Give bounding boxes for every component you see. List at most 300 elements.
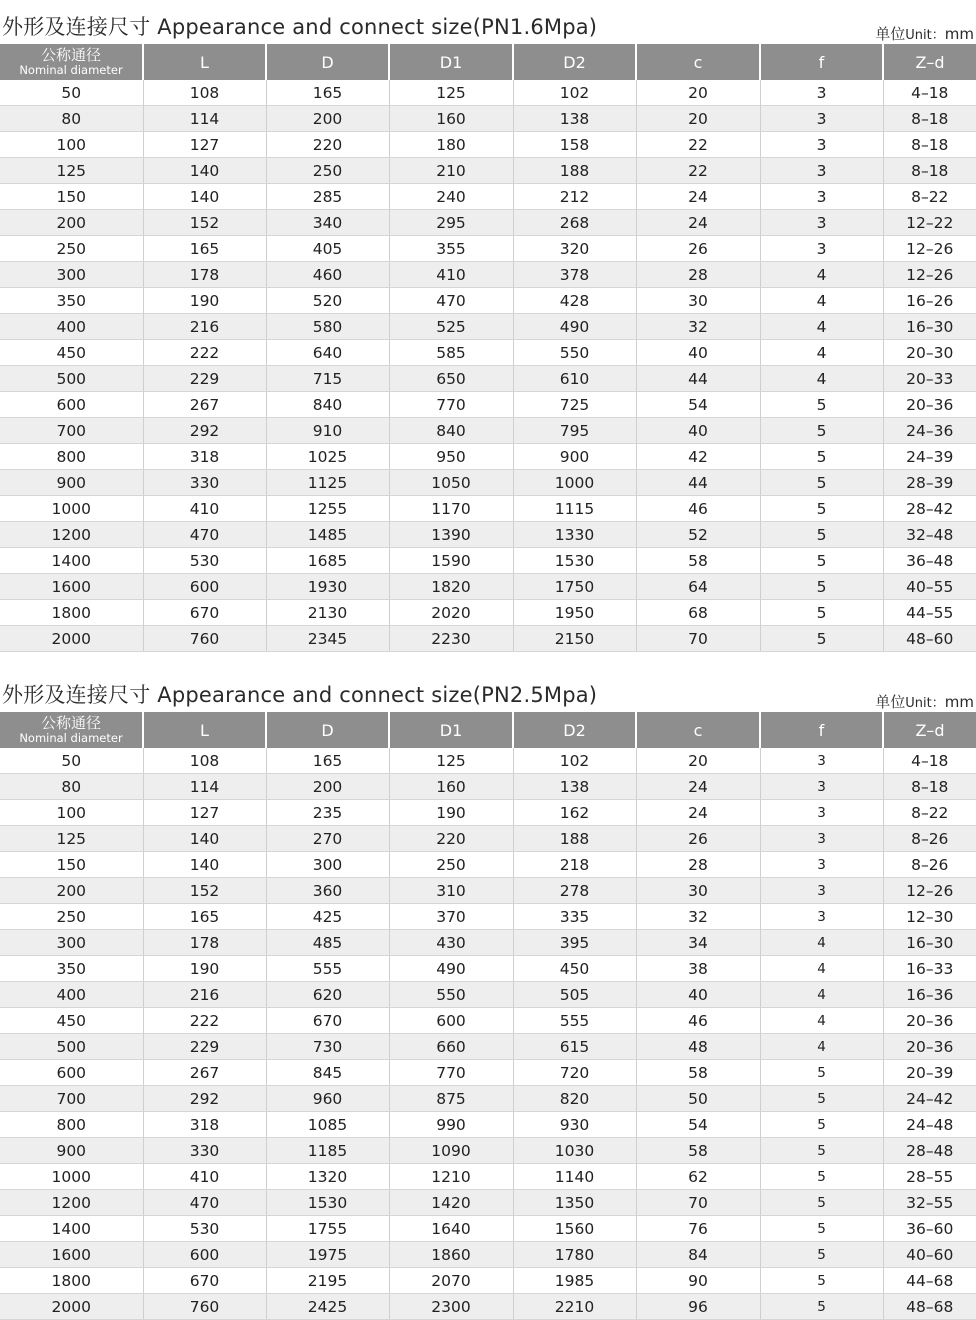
d-cell: 555 [266, 956, 389, 982]
z-d-cell: 24–36 [883, 418, 976, 444]
d1-cell: 295 [389, 210, 513, 236]
d2-cell: 1560 [513, 1216, 636, 1242]
d2-cell: 2210 [513, 1294, 636, 1320]
nominal-label-zh: 公称通径 [40, 714, 101, 732]
c-cell: 58 [636, 1138, 760, 1164]
nominal-diameter-cell: 500 [0, 1034, 143, 1060]
d2-cell: 268 [513, 210, 636, 236]
nominal-diameter-cell: 1400 [0, 548, 143, 574]
l-cell: 152 [143, 878, 266, 904]
d2-cell: 188 [513, 826, 636, 852]
c-cell: 64 [636, 574, 760, 600]
z-d-cell: 24–48 [883, 1112, 976, 1138]
d2-cell: 162 [513, 800, 636, 826]
table-row [0, 314, 976, 340]
d-cell: 1755 [266, 1216, 389, 1242]
c-cell: 32 [636, 904, 760, 930]
l-cell: 165 [143, 236, 266, 262]
d2-cell: 2150 [513, 626, 636, 652]
l-cell: 530 [143, 1216, 266, 1242]
c-cell: 68 [636, 600, 760, 626]
col-header-c: c [636, 44, 760, 80]
z-d-cell: 4–18 [883, 80, 976, 106]
d-cell: 1530 [266, 1190, 389, 1216]
d2-cell: 218 [513, 852, 636, 878]
d2-cell: 1780 [513, 1242, 636, 1268]
nominal-diameter-cell: 1800 [0, 1268, 143, 1294]
d1-cell: 430 [389, 930, 513, 956]
z-d-cell: 8–18 [883, 774, 976, 800]
d2-cell: 378 [513, 262, 636, 288]
f-cell: 5 [760, 418, 883, 444]
d-cell: 340 [266, 210, 389, 236]
d2-cell: 138 [513, 106, 636, 132]
z-d-cell: 12–26 [883, 236, 976, 262]
d1-cell: 660 [389, 1034, 513, 1060]
d1-cell: 585 [389, 340, 513, 366]
nominal-diameter-cell: 1200 [0, 1190, 143, 1216]
d1-cell: 990 [389, 1112, 513, 1138]
col-header-d1: D1 [389, 712, 513, 748]
z-d-cell: 32–48 [883, 522, 976, 548]
table-row [0, 748, 976, 774]
z-d-cell: 16–33 [883, 956, 976, 982]
nominal-diameter-cell: 450 [0, 1008, 143, 1034]
d2-cell: 1350 [513, 1190, 636, 1216]
d1-cell: 1390 [389, 522, 513, 548]
table-row [0, 548, 976, 574]
f-cell: 5 [760, 470, 883, 496]
c-cell: 26 [636, 826, 760, 852]
nominal-label-zh: 公称通径 [40, 46, 101, 64]
f-cell: 3 [760, 774, 883, 800]
c-cell: 38 [636, 956, 760, 982]
d1-cell: 650 [389, 366, 513, 392]
c-cell: 46 [636, 1008, 760, 1034]
unit-label [875, 23, 974, 44]
table-row [0, 1034, 976, 1060]
d-cell: 715 [266, 366, 389, 392]
table-row [0, 496, 976, 522]
d-cell: 1485 [266, 522, 389, 548]
nominal-diameter-cell: 1800 [0, 600, 143, 626]
table-row [0, 774, 976, 800]
z-d-cell: 12–26 [883, 878, 976, 904]
c-cell: 42 [636, 444, 760, 470]
table-body [0, 80, 976, 652]
table-row [0, 210, 976, 236]
d-cell: 1085 [266, 1112, 389, 1138]
c-cell: 40 [636, 418, 760, 444]
col-header-f: f [760, 712, 883, 748]
f-cell: 4 [760, 1034, 883, 1060]
f-cell: 3 [760, 904, 883, 930]
col-header-nominal [0, 44, 143, 80]
z-d-cell: 8–26 [883, 852, 976, 878]
table-row [0, 340, 976, 366]
d2-cell: 900 [513, 444, 636, 470]
c-cell: 54 [636, 392, 760, 418]
f-cell: 5 [760, 1112, 883, 1138]
col-header-z-d: Z–d [883, 44, 976, 80]
l-cell: 229 [143, 1034, 266, 1060]
d2-cell: 1530 [513, 548, 636, 574]
d-cell: 2195 [266, 1268, 389, 1294]
d1-cell: 470 [389, 288, 513, 314]
d1-cell: 220 [389, 826, 513, 852]
z-d-cell: 8–26 [883, 826, 976, 852]
nominal-diameter-cell: 900 [0, 1138, 143, 1164]
l-cell: 330 [143, 1138, 266, 1164]
col-header-nominal [0, 712, 143, 748]
z-d-cell: 8–18 [883, 106, 976, 132]
d2-cell: 1030 [513, 1138, 636, 1164]
l-cell: 470 [143, 1190, 266, 1216]
l-cell: 216 [143, 314, 266, 340]
l-cell: 229 [143, 366, 266, 392]
z-d-cell: 8–22 [883, 800, 976, 826]
unit-label-zh: 单位 [875, 25, 906, 43]
nominal-diameter-cell: 600 [0, 392, 143, 418]
f-cell: 3 [760, 210, 883, 236]
f-cell: 5 [760, 1138, 883, 1164]
f-cell: 5 [760, 522, 883, 548]
d2-cell: 1985 [513, 1268, 636, 1294]
d2-cell: 505 [513, 982, 636, 1008]
d-cell: 1930 [266, 574, 389, 600]
l-cell: 670 [143, 600, 266, 626]
c-cell: 76 [636, 1216, 760, 1242]
l-cell: 318 [143, 1112, 266, 1138]
z-d-cell: 20–39 [883, 1060, 976, 1086]
d-cell: 2130 [266, 600, 389, 626]
c-cell: 28 [636, 262, 760, 288]
d-cell: 1685 [266, 548, 389, 574]
nominal-diameter-cell: 1600 [0, 1242, 143, 1268]
nominal-diameter-cell: 150 [0, 184, 143, 210]
l-cell: 114 [143, 106, 266, 132]
nominal-diameter-cell: 100 [0, 800, 143, 826]
table-row [0, 132, 976, 158]
f-cell: 5 [760, 444, 883, 470]
table-row [0, 826, 976, 852]
l-cell: 140 [143, 158, 266, 184]
d-cell: 270 [266, 826, 389, 852]
d2-cell: 188 [513, 158, 636, 184]
d1-cell: 190 [389, 800, 513, 826]
d-cell: 460 [266, 262, 389, 288]
d1-cell: 240 [389, 184, 513, 210]
table-row [0, 800, 976, 826]
l-cell: 330 [143, 470, 266, 496]
table-row [0, 392, 976, 418]
l-cell: 760 [143, 626, 266, 652]
c-cell: 30 [636, 878, 760, 904]
l-cell: 760 [143, 1294, 266, 1320]
nominal-diameter-cell: 50 [0, 80, 143, 106]
z-d-cell: 12–22 [883, 210, 976, 236]
d-cell: 235 [266, 800, 389, 826]
z-d-cell: 20–36 [883, 1008, 976, 1034]
unit-value: mm [944, 693, 974, 711]
d1-cell: 1090 [389, 1138, 513, 1164]
c-cell: 20 [636, 106, 760, 132]
z-d-cell: 44–55 [883, 600, 976, 626]
l-cell: 108 [143, 80, 266, 106]
z-d-cell: 8–18 [883, 158, 976, 184]
d1-cell: 250 [389, 852, 513, 878]
table-row [0, 470, 976, 496]
nominal-diameter-cell: 700 [0, 1086, 143, 1112]
f-cell: 5 [760, 1060, 883, 1086]
f-cell: 5 [760, 1190, 883, 1216]
f-cell: 4 [760, 366, 883, 392]
c-cell: 24 [636, 774, 760, 800]
nominal-label-en: Nominal diameter [19, 731, 123, 745]
d-cell: 670 [266, 1008, 389, 1034]
dimension-table [0, 44, 976, 652]
table-body [0, 748, 976, 1320]
l-cell: 216 [143, 982, 266, 1008]
nominal-diameter-cell: 500 [0, 366, 143, 392]
z-d-cell: 16–36 [883, 982, 976, 1008]
nominal-diameter-cell: 50 [0, 748, 143, 774]
c-cell: 44 [636, 366, 760, 392]
d1-cell: 550 [389, 982, 513, 1008]
d-cell: 1185 [266, 1138, 389, 1164]
col-header-d: D [266, 44, 389, 80]
unit-label [875, 691, 974, 712]
d-cell: 2425 [266, 1294, 389, 1320]
l-cell: 600 [143, 1242, 266, 1268]
d2-cell: 335 [513, 904, 636, 930]
c-cell: 24 [636, 210, 760, 236]
col-header-d2: D2 [513, 44, 636, 80]
f-cell: 4 [760, 262, 883, 288]
c-cell: 52 [636, 522, 760, 548]
f-cell: 3 [760, 80, 883, 106]
d1-cell: 2230 [389, 626, 513, 652]
d-cell: 840 [266, 392, 389, 418]
z-d-cell: 12–30 [883, 904, 976, 930]
c-cell: 24 [636, 184, 760, 210]
z-d-cell: 28–39 [883, 470, 976, 496]
nominal-diameter-cell: 2000 [0, 1294, 143, 1320]
table-row [0, 1294, 976, 1320]
c-cell: 90 [636, 1268, 760, 1294]
nominal-diameter-cell: 700 [0, 418, 143, 444]
c-cell: 24 [636, 800, 760, 826]
d1-cell: 1050 [389, 470, 513, 496]
d1-cell: 180 [389, 132, 513, 158]
d-cell: 405 [266, 236, 389, 262]
table-section-pn25 [0, 668, 976, 1320]
table-row [0, 982, 976, 1008]
d1-cell: 210 [389, 158, 513, 184]
f-cell: 5 [760, 1216, 883, 1242]
dimension-table [0, 712, 976, 1320]
d-cell: 360 [266, 878, 389, 904]
c-cell: 40 [636, 982, 760, 1008]
table-row [0, 522, 976, 548]
table-title: 外形及连接尺寸 Appearance and connect size(PN2.5Mpa) [2, 683, 598, 707]
table-section-pn16 [0, 0, 976, 652]
nominal-diameter-cell: 125 [0, 826, 143, 852]
col-header-d1: D1 [389, 44, 513, 80]
d2-cell: 1330 [513, 522, 636, 548]
col-header-c: c [636, 712, 760, 748]
c-cell: 58 [636, 1060, 760, 1086]
c-cell: 30 [636, 288, 760, 314]
d1-cell: 840 [389, 418, 513, 444]
l-cell: 410 [143, 496, 266, 522]
d1-cell: 1590 [389, 548, 513, 574]
z-d-cell: 20–36 [883, 392, 976, 418]
d-cell: 1320 [266, 1164, 389, 1190]
f-cell: 5 [760, 626, 883, 652]
d-cell: 730 [266, 1034, 389, 1060]
z-d-cell: 28–42 [883, 496, 976, 522]
d2-cell: 450 [513, 956, 636, 982]
d2-cell: 610 [513, 366, 636, 392]
d-cell: 1025 [266, 444, 389, 470]
d2-cell: 138 [513, 774, 636, 800]
d-cell: 165 [266, 80, 389, 106]
d1-cell: 1210 [389, 1164, 513, 1190]
z-d-cell: 8–22 [883, 184, 976, 210]
d-cell: 250 [266, 158, 389, 184]
f-cell: 4 [760, 956, 883, 982]
col-header-z-d: Z–d [883, 712, 976, 748]
d-cell: 1975 [266, 1242, 389, 1268]
unit-label-zh: 单位 [875, 693, 906, 711]
c-cell: 48 [636, 1034, 760, 1060]
z-d-cell: 16–30 [883, 930, 976, 956]
d-cell: 165 [266, 748, 389, 774]
f-cell: 4 [760, 1008, 883, 1034]
nominal-diameter-cell: 800 [0, 444, 143, 470]
c-cell: 26 [636, 236, 760, 262]
col-header-d2: D2 [513, 712, 636, 748]
z-d-cell: 48–68 [883, 1294, 976, 1320]
table-row [0, 1138, 976, 1164]
l-cell: 140 [143, 826, 266, 852]
z-d-cell: 16–26 [883, 288, 976, 314]
d-cell: 2345 [266, 626, 389, 652]
l-cell: 140 [143, 852, 266, 878]
l-cell: 140 [143, 184, 266, 210]
nominal-diameter-cell: 450 [0, 340, 143, 366]
d-cell: 620 [266, 982, 389, 1008]
l-cell: 127 [143, 800, 266, 826]
table-row [0, 904, 976, 930]
d2-cell: 102 [513, 748, 636, 774]
l-cell: 267 [143, 1060, 266, 1086]
d-cell: 1125 [266, 470, 389, 496]
d1-cell: 2020 [389, 600, 513, 626]
d1-cell: 2070 [389, 1268, 513, 1294]
f-cell: 5 [760, 392, 883, 418]
c-cell: 50 [636, 1086, 760, 1112]
c-cell: 62 [636, 1164, 760, 1190]
f-cell: 4 [760, 982, 883, 1008]
d-cell: 520 [266, 288, 389, 314]
d2-cell: 720 [513, 1060, 636, 1086]
f-cell: 3 [760, 852, 883, 878]
d2-cell: 395 [513, 930, 636, 956]
d-cell: 200 [266, 774, 389, 800]
d2-cell: 550 [513, 340, 636, 366]
d-cell: 220 [266, 132, 389, 158]
c-cell: 54 [636, 1112, 760, 1138]
nominal-diameter-cell: 400 [0, 314, 143, 340]
table-row [0, 106, 976, 132]
nominal-diameter-cell: 200 [0, 878, 143, 904]
c-cell: 70 [636, 626, 760, 652]
f-cell: 5 [760, 496, 883, 522]
table-row [0, 626, 976, 652]
col-header-f: f [760, 44, 883, 80]
nominal-label-en: Nominal diameter [19, 63, 123, 77]
z-d-cell: 40–60 [883, 1242, 976, 1268]
f-cell: 3 [760, 800, 883, 826]
nominal-diameter-cell: 1000 [0, 1164, 143, 1190]
nominal-diameter-cell: 250 [0, 236, 143, 262]
l-cell: 318 [143, 444, 266, 470]
d1-cell: 525 [389, 314, 513, 340]
f-cell: 5 [760, 1086, 883, 1112]
col-header-d: D [266, 712, 389, 748]
d2-cell: 1750 [513, 574, 636, 600]
l-cell: 178 [143, 930, 266, 956]
unit-value: mm [944, 25, 974, 43]
d1-cell: 770 [389, 1060, 513, 1086]
table-row [0, 878, 976, 904]
f-cell: 5 [760, 548, 883, 574]
col-header-l: L [143, 44, 266, 80]
nominal-diameter-cell: 350 [0, 956, 143, 982]
d2-cell: 1000 [513, 470, 636, 496]
l-cell: 222 [143, 1008, 266, 1034]
d-cell: 485 [266, 930, 389, 956]
table-row [0, 262, 976, 288]
table-row [0, 418, 976, 444]
c-cell: 40 [636, 340, 760, 366]
z-d-cell: 28–55 [883, 1164, 976, 1190]
f-cell: 5 [760, 1164, 883, 1190]
f-cell: 4 [760, 930, 883, 956]
table-row [0, 1216, 976, 1242]
z-d-cell: 16–30 [883, 314, 976, 340]
l-cell: 190 [143, 956, 266, 982]
d-cell: 200 [266, 106, 389, 132]
c-cell: 46 [636, 496, 760, 522]
l-cell: 190 [143, 288, 266, 314]
d1-cell: 310 [389, 878, 513, 904]
nominal-diameter-cell: 1600 [0, 574, 143, 600]
z-d-cell: 44–68 [883, 1268, 976, 1294]
d1-cell: 125 [389, 80, 513, 106]
l-cell: 108 [143, 748, 266, 774]
c-cell: 34 [636, 930, 760, 956]
nominal-diameter-cell: 900 [0, 470, 143, 496]
nominal-diameter-cell: 1000 [0, 496, 143, 522]
f-cell: 4 [760, 288, 883, 314]
l-cell: 165 [143, 904, 266, 930]
f-cell: 5 [760, 1268, 883, 1294]
d-cell: 910 [266, 418, 389, 444]
table-row [0, 956, 976, 982]
